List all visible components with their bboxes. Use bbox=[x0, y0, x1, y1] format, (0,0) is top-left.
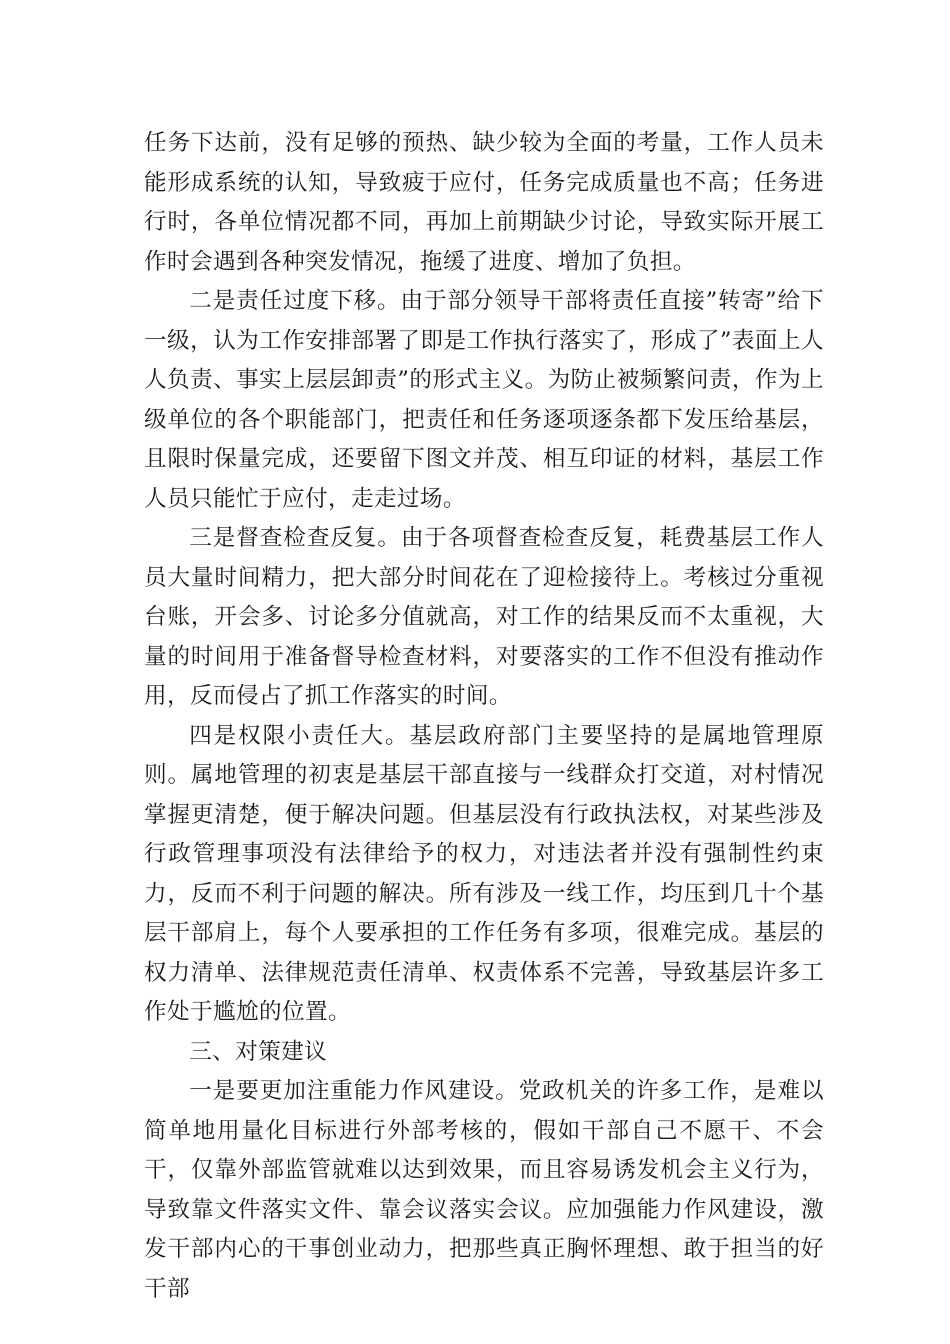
paragraph-responsibility-shift: 二是责任过度下移。由于部分领导干部将责任直接”转寄”给下一级，认为工作安排部署了即是工作执行落实了，形成了”表面上人人负责、事实上层层卸责”的形式主义。为防止被频繁问责，作为上级单位的各个职能部门，把责任和任务逐项逐条都下发压给基层，且限时保量完成，还要留下图文并茂、相互印证的材料，基层工作人员只能忙于应付，走走过场。 bbox=[144, 288, 824, 512]
paragraph-authority-responsibility: 四是权限小责任大。基层政府部门主要坚持的是属地管理原则。属地管理的初衷是基层干部直接与一线群众打交道，对村情况掌握更清楚，便于解决问题。但基层没有行政执法权，对某些涉及行政管理事项没有法律给予的权力，对违法者并没有强制性约束力，反而不利于问题的解决。所有涉及一线工作，均压到几十个基层干部肩上，每个人要承担的工作任务有多项，很难完成。基层的权力清单、法律规范责任清单、权责体系不完善，导致基层许多工作处于尴尬的位置。 bbox=[144, 722, 824, 1025]
paragraph-task-issuance: 任务下达前，没有足够的预热、缺少较为全面的考量，工作人员未能形成系统的认知，导致疲于应付，任务完成质量也不高；任务进行时，各单位情况都不同，再加上前期缺少讨论，导致实际开展工作时会遇到各种突发情况，拖缓了进度、增加了负担。 bbox=[144, 130, 824, 275]
paragraph-inspection-repetition: 三是督查检查反复。由于各项督查检查反复，耗费基层工作人员大量时间精力，把大部分时间花在了迎检接待上。考核过分重视台账，开会多、讨论多分值就高，对工作的结果反而不太重视，大量的时间用于准备督导检查材料，对要落实的工作不但没有推动作用，反而侵占了抓工作落实的时间。 bbox=[144, 525, 824, 709]
section-heading-countermeasures: 三、对策建议 bbox=[189, 1038, 328, 1065]
paragraph-capability-style: 一是要更加注重能力作风建设。党政机关的许多工作，是难以简单地用量化目标进行外部考核的，假如干部自己不愿干、不会干，仅靠外部监管就难以达到效果，而且容易诱发机会主义行为，导致靠文件落实文件、靠会议落实会议。应加强能力作风建设，激发干部内心的干事创业动力，把那些真正胸怀理想、敢于担当的好干部 bbox=[144, 1078, 824, 1302]
document-body bbox=[144, 124, 824, 1309]
